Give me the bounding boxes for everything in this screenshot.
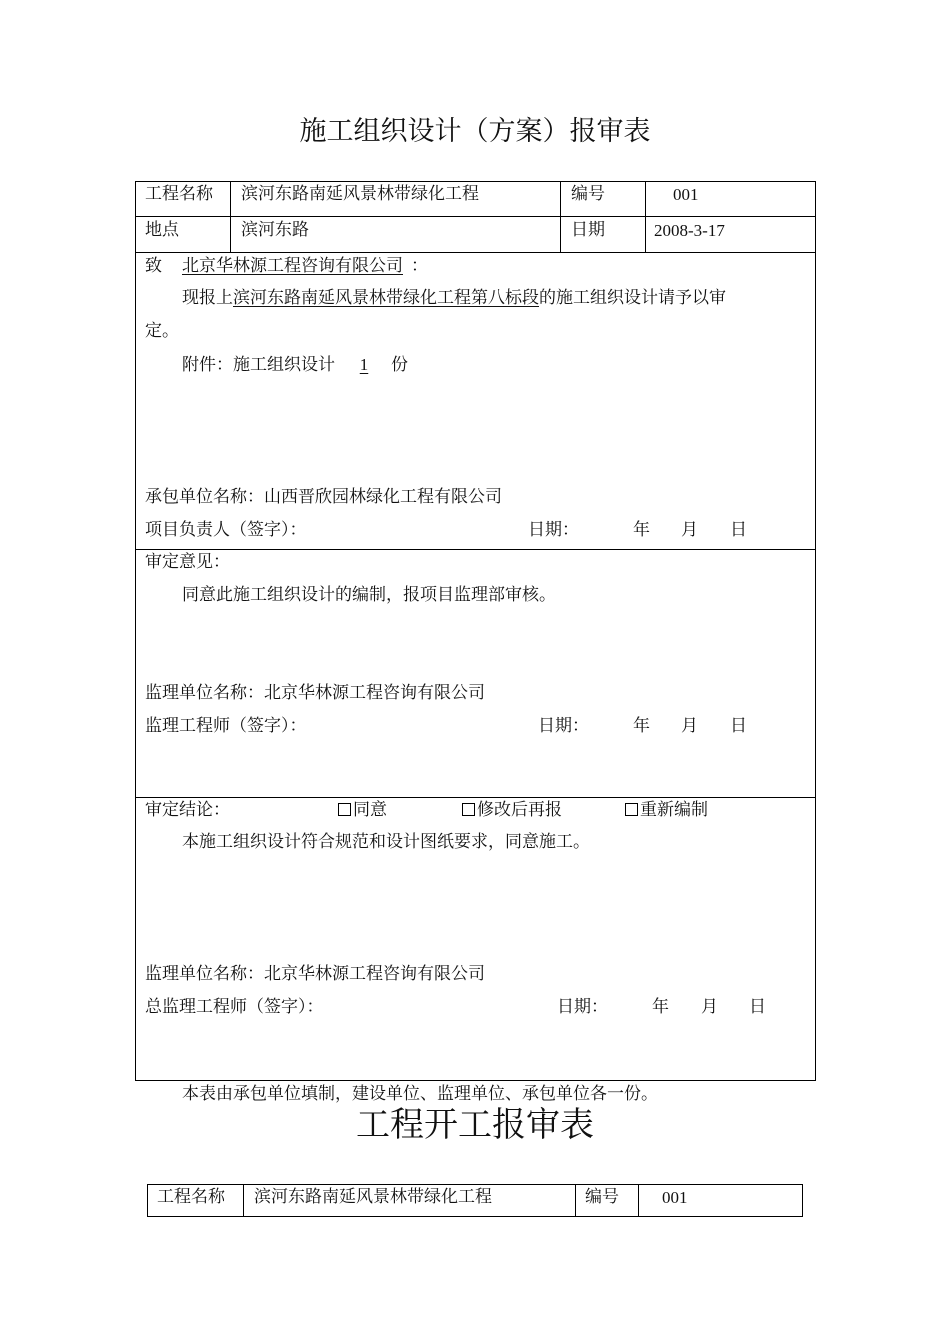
date-label: 日期 <box>571 220 605 240</box>
section2-date-label: 日期： <box>538 716 589 736</box>
manager-signature-label: 项目负责人（签字）： <box>145 520 307 540</box>
table-row-divider <box>135 216 816 217</box>
table-row-divider <box>135 797 816 798</box>
submission-prefix: 现报上 <box>182 288 233 308</box>
checkbox-icon[interactable] <box>462 803 475 816</box>
section3-year: 年 <box>652 997 669 1017</box>
table-border-bottom <box>147 1216 803 1217</box>
table-row-divider <box>135 252 816 253</box>
submission-suffix: 的施工组织设计请予以审 <box>539 288 726 308</box>
checkbox-icon[interactable] <box>338 803 351 816</box>
attachment-prefix: 附件：施工组织设计 <box>182 355 335 375</box>
section1-day: 日 <box>730 520 747 540</box>
option-resubmit-label: 修改后再报 <box>477 800 562 820</box>
section1-month: 月 <box>681 520 698 540</box>
addressee-org: 北京华林源工程咨询有限公司 <box>182 256 403 276</box>
date-value: 2008-3-17 <box>654 221 725 240</box>
table-border-right <box>815 181 816 1081</box>
section2-day: 日 <box>730 716 747 736</box>
attachment-count: 1 <box>359 355 369 374</box>
addressee-colon: ： <box>411 256 428 276</box>
opinion-text: 同意此施工组织设计的编制，报项目监理部审核。 <box>182 585 556 605</box>
section3-month: 月 <box>701 997 718 1017</box>
section3-day: 日 <box>749 997 766 1017</box>
table-border-left <box>135 181 136 1081</box>
form2-number-label: 编号 <box>585 1187 619 1207</box>
supervisor-line-2: 监理单位名称：北京华林源工程咨询有限公司 <box>145 964 485 984</box>
submission-project: 滨河东路南延风景林带绿化工程第八标段 <box>233 288 539 308</box>
section1-date-label: 日期： <box>528 520 579 540</box>
form2-project-value: 滨河东路南延风景林带绿化工程 <box>254 1187 492 1207</box>
option-agree[interactable] <box>338 802 387 819</box>
attachment-line <box>182 356 408 374</box>
table-col-divider <box>230 181 231 253</box>
section1-year: 年 <box>633 520 650 540</box>
section2-month: 月 <box>681 716 698 736</box>
submission-line <box>182 290 726 307</box>
table-border-top <box>147 1184 803 1185</box>
form1-footnote: 本表由承包单位填制，建设单位、监理单位、承包单位各一份。 <box>182 1084 658 1104</box>
form1-title: 施工组织设计（方案）报审表 <box>299 116 651 147</box>
number-label: 编号 <box>571 184 605 204</box>
addressee-prefix: 致 <box>145 256 162 276</box>
table-row-divider <box>135 549 816 550</box>
chief-signature-label: 总监理工程师（签字）： <box>145 997 324 1017</box>
project-name-label: 工程名称 <box>145 184 213 204</box>
table-border-right <box>802 1184 803 1217</box>
table-border-top <box>135 181 816 182</box>
option-agree-label: 同意 <box>353 800 387 820</box>
submission-line-2: 定。 <box>145 321 179 341</box>
option-resubmit[interactable] <box>462 802 562 819</box>
table-col-divider <box>575 1184 576 1217</box>
table-col-divider <box>645 181 646 253</box>
location-value: 滨河东路 <box>241 220 309 240</box>
option-recompile[interactable] <box>625 802 708 819</box>
conclusion-text: 本施工组织设计符合规范和设计图纸要求，同意施工。 <box>182 832 590 852</box>
table-col-divider <box>243 1184 244 1217</box>
addressee-line <box>145 258 428 275</box>
table-col-divider <box>638 1184 639 1217</box>
conclusion-label: 审定结论： <box>145 800 230 820</box>
number-value: 001 <box>673 185 699 204</box>
table-border-bottom <box>135 1080 816 1081</box>
table-border-left <box>147 1184 148 1217</box>
form2-title: 工程开工报审表 <box>356 1105 594 1145</box>
attachment-suffix: 份 <box>391 355 408 375</box>
project-name-value: 滨河东路南延风景林带绿化工程 <box>241 184 479 204</box>
contractor-line: 承包单位名称：山西晋欣园林绿化工程有限公司 <box>145 487 502 507</box>
form2-number-value: 001 <box>662 1188 688 1207</box>
opinion-label: 审定意见： <box>145 552 230 572</box>
checkbox-icon[interactable] <box>625 803 638 816</box>
section3-date-label: 日期： <box>557 997 608 1017</box>
option-recompile-label: 重新编制 <box>640 800 708 820</box>
engineer-signature-label: 监理工程师（签字）： <box>145 716 307 736</box>
table-col-divider <box>560 181 561 253</box>
form2-project-label: 工程名称 <box>157 1187 225 1207</box>
section2-year: 年 <box>633 716 650 736</box>
supervisor-line: 监理单位名称：北京华林源工程咨询有限公司 <box>145 683 485 703</box>
location-label: 地点 <box>145 220 179 240</box>
